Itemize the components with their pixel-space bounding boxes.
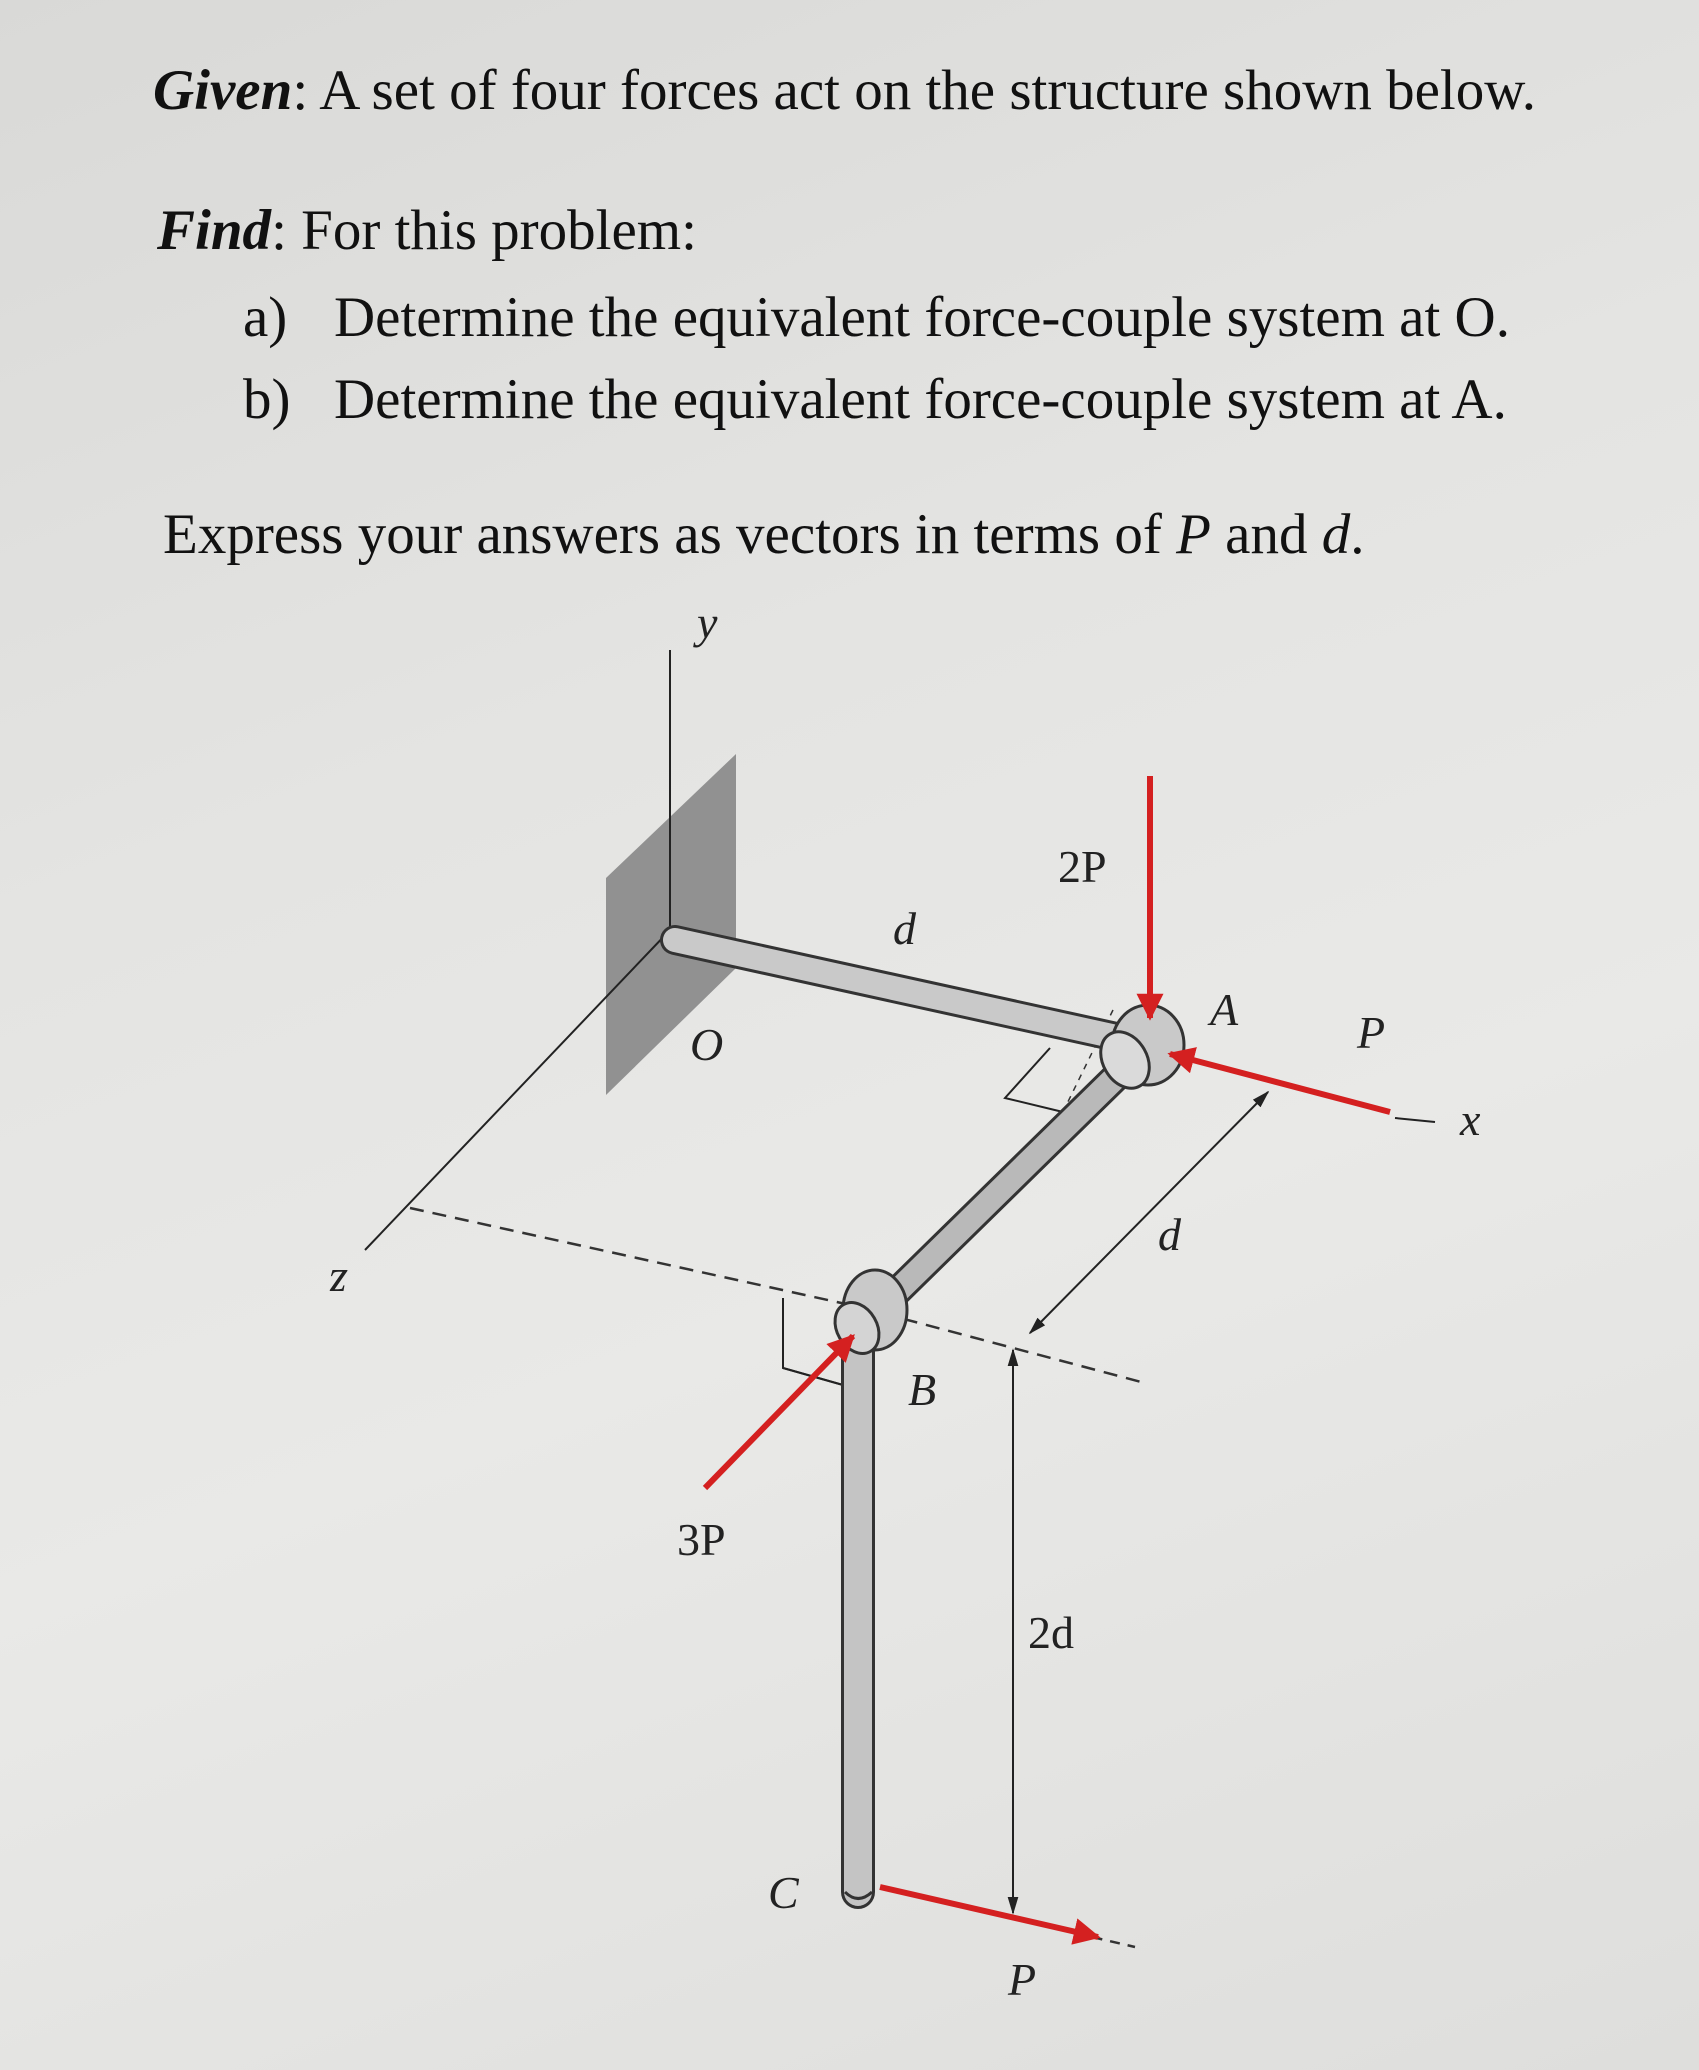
express-d: d (1321, 503, 1351, 566)
express-and: and (1210, 503, 1322, 566)
item-b-text: Determine the equivalent force-couple system at A. (334, 368, 1507, 431)
label-force-3p: 3P (677, 1514, 726, 1565)
given-text: : A set of four forces act on the structure shown below. (292, 59, 1536, 122)
item-a-marker: a) (243, 286, 288, 349)
label-dim-d-top: d (893, 903, 916, 954)
dashed-projection-line (410, 1208, 1145, 1383)
express-p: P (1176, 503, 1211, 566)
given-label: Given (153, 59, 293, 122)
label-force-p-bottom: P (1008, 1954, 1037, 2005)
label-force-2p: 2P (1058, 841, 1107, 892)
label-y-axis: y (697, 597, 718, 648)
find-label: Find (157, 199, 272, 262)
item-b-marker: b) (243, 368, 291, 431)
force-p-x-arrow (1170, 1054, 1390, 1112)
right-angle-mark-a (1005, 1048, 1063, 1112)
label-force-p-x: P (1357, 1007, 1386, 1058)
label-point-c: C (768, 1867, 799, 1918)
x-axis (1395, 1118, 1435, 1122)
rod-ab (870, 1068, 1125, 1318)
force-3p-arrow (705, 1336, 853, 1488)
label-point-a: A (1210, 984, 1239, 1035)
rod-oa (675, 940, 1130, 1040)
label-point-b: B (908, 1364, 937, 1415)
right-angle-mark-b (783, 1298, 843, 1385)
label-dim-2d (1028, 1607, 1074, 1658)
force-p-bottom-arrow (880, 1887, 1098, 1937)
express-end: . (1350, 503, 1365, 566)
item-a-text: Determine the equivalent force-couple system at O. (334, 286, 1510, 349)
z-axis (365, 930, 670, 1250)
label-dim-2d-text: 2d (1028, 1607, 1074, 1658)
label-x-axis: x (1460, 1094, 1481, 1145)
express-text: Express your answers as vectors in terms of (163, 503, 1177, 566)
label-z-axis: z (329, 1260, 347, 1311)
label-point-o: O (690, 1019, 724, 1070)
label-dim-d-diagonal: d (1158, 1209, 1181, 1260)
find-text: : For this problem: (271, 199, 697, 262)
